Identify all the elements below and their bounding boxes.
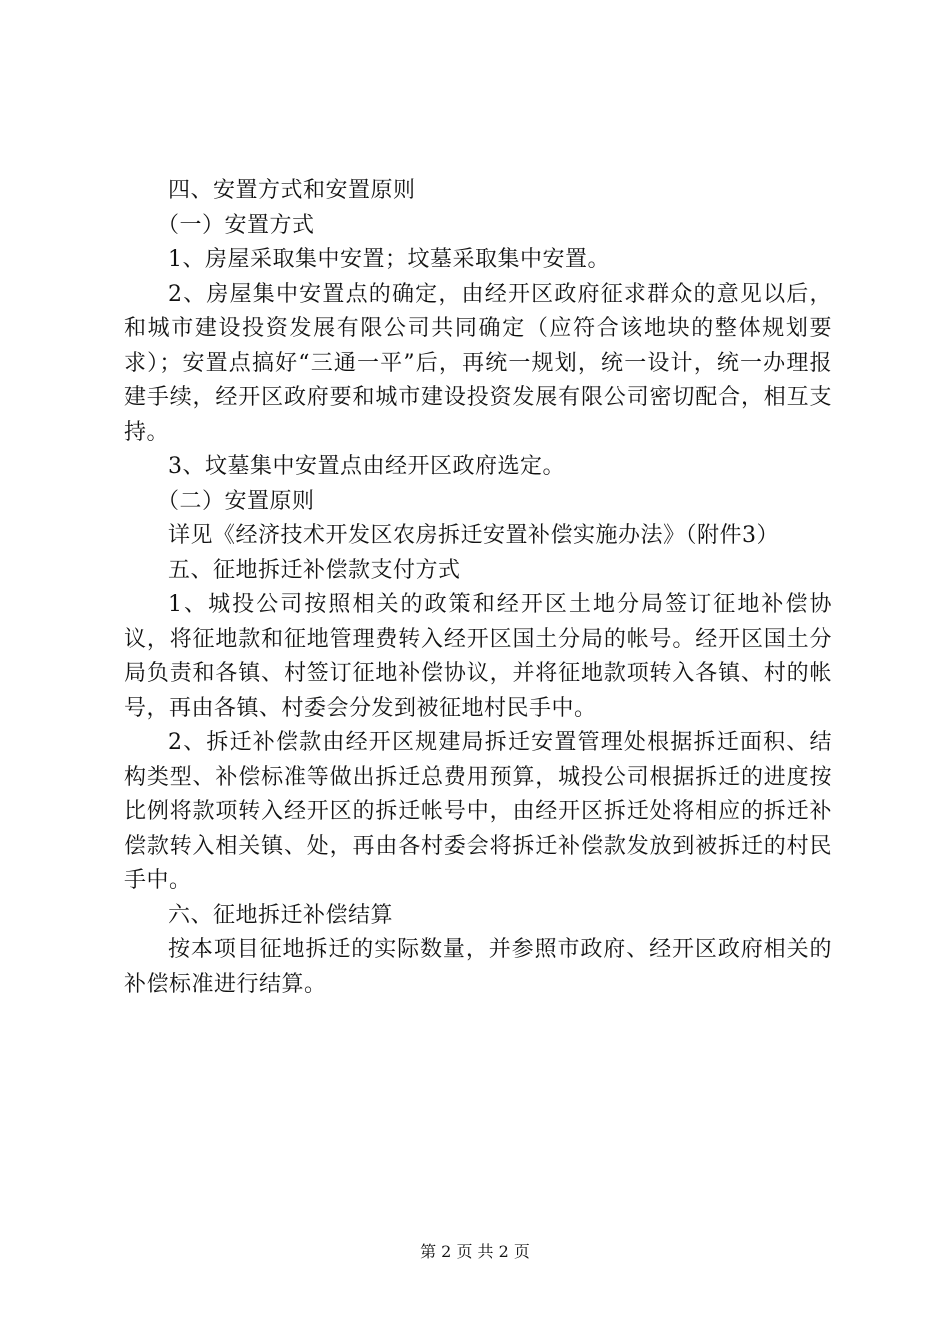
paragraph-payment-1: 1、城投公司按照相关的政策和经开区土地分局签订征地补偿协议，将征地款和征地管理费转入经开区国土分局的帐号。经开区国土分局负责和各镇、村签订征地补偿协议，并将征地款项转入各镇、村的帐号，再由各镇、村委会分发到被征地村民手中。 — [124, 592, 832, 721]
page-number-footer: 第 2 页 共 2 页 — [420, 1242, 530, 1261]
section-heading-6: 六、征地拆迁补偿结算 — [168, 902, 394, 928]
section-heading-5: 五、征地拆迁补偿款支付方式 — [168, 557, 461, 583]
paragraph-payment-2: 2、拆迁补偿款由经开区规建局拆迁安置管理处根据拆迁面积、结构类型、补偿标准等做出拆迁总费用预算，城投公司根据拆迁的进度按比例将款项转入经开区的拆迁帐号中，由经开区拆迁处将相应的拆迁补偿款转入相关镇、处，再由各村委会将拆迁补偿款发放到被拆迁的村民手中。 — [124, 730, 832, 893]
section-heading-4: 四、安置方式和安置原则 — [168, 178, 416, 203]
subsection-heading-placement-method: （一）安置方式 — [157, 212, 315, 238]
subsection-heading-placement-principle: （二）安置原则 — [157, 488, 315, 514]
paragraph-principle-detail: 详见《经济技术开发区农房拆迁安置补偿实施办法》（附件3） — [168, 523, 779, 548]
paragraph-settlement: 按本项目征地拆迁的实际数量，并参照市政府、经开区政府相关的补偿标准进行结算。 — [124, 937, 832, 997]
paragraph-item-1: 1、房屋采取集中安置；坟墓采取集中安置。 — [168, 247, 610, 272]
document-body — [124, 174, 832, 1002]
paragraph-item-3: 3、坟墓集中安置点由经开区政府选定。 — [168, 454, 565, 479]
paragraph-item-2: 2、房屋集中安置点的确定，由经开区政府征求群众的意见以后，和城市建设投资发展有限公司共同确定（应符合该地块的整体规划要求）；安置点搞好“三通一平”后，再统一规划，统一设计，统一办理报建手续，经开区政府要和城市建设投资发展有限公司密切配合，相互支持。 — [124, 281, 832, 445]
